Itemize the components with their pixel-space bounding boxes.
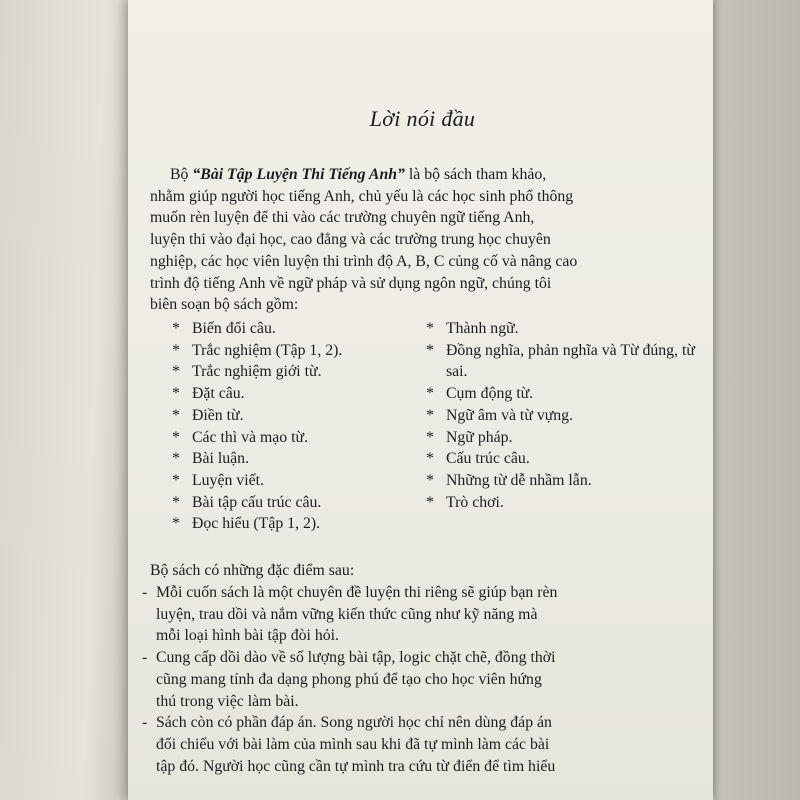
intro-line-5: nghiệp, các học viên luyện thi trình độ A, B, C củng cố và nâng cao	[150, 252, 578, 270]
intro-line-6: trình độ tiếng Anh về ngữ pháp và sử dụng ngôn ngữ, chúng tôi	[150, 274, 552, 292]
features-heading: Bộ sách có những đặc điểm sau:	[150, 562, 355, 579]
bullet-star-icon: *	[426, 450, 434, 468]
bullet-star-icon: *	[426, 385, 434, 403]
bullet-star-icon: *	[172, 471, 180, 489]
bullet-star-icon: *	[172, 363, 180, 381]
intro-lead: Bộ	[170, 166, 193, 183]
list-item: * Bài luận.	[172, 448, 422, 470]
dash-bullet-icon: -	[142, 649, 148, 667]
bullet-star-icon: *	[172, 428, 180, 446]
bullet-star-icon: *	[426, 406, 434, 424]
list-item: * Biến đổi câu.	[172, 318, 422, 340]
list-item: * Đồng nghĩa, phản nghĩa và Từ đúng, từ sai.	[426, 340, 696, 383]
features-list	[142, 582, 698, 777]
feature-item: - Sách còn có phần đáp án. Song người học chỉ nên dùng đáp án đối chiếu với bài làm của mình sau khi đã tự mình làm các bài tập đó. Người học cũng cần tự mình tra cứu từ điển để tìm hiểu	[142, 712, 698, 777]
intro-line-2: nhằm giúp người học tiếng Anh, chủ yếu là các học sinh phổ thông	[150, 187, 574, 205]
list-item: * Trắc nghiệm giới từ.	[172, 361, 422, 383]
list-item: * Điền từ.	[172, 405, 422, 427]
bullet-star-icon: *	[426, 428, 434, 446]
bullet-star-icon: *	[426, 471, 434, 489]
list-item: * Thành ngữ.	[426, 318, 696, 340]
intro-paragraph	[150, 164, 690, 316]
feature-item: - Cung cấp dồi dào về số lượng bài tập, logic chặt chẽ, đồng thời cũng mang tính đa dạng phong phú để tạo cho học viên hứng thú trong việc làm bài.	[142, 647, 698, 712]
list-item: * Ngữ pháp.	[426, 427, 696, 449]
intro-line-1-rest: là bộ sách tham khảo,	[404, 166, 547, 183]
book-list-left	[172, 318, 422, 535]
bullet-star-icon: *	[172, 515, 180, 533]
intro-line-1	[150, 164, 690, 186]
bullet-star-icon: *	[172, 385, 180, 403]
list-item: * Cấu trúc câu.	[426, 448, 696, 470]
list-item: * Bài tập cấu trúc câu.	[172, 492, 422, 514]
bullet-star-icon: *	[172, 450, 180, 468]
page-title: Lời nói đầu	[369, 106, 476, 131]
list-item: * Trò chơi.	[426, 492, 696, 514]
list-item: * Trắc nghiệm (Tập 1, 2).	[172, 340, 422, 362]
list-item: * Đọc hiểu (Tập 1, 2).	[172, 513, 422, 535]
list-item: * Đặt câu.	[172, 383, 422, 405]
intro-line-7: biên soạn bộ sách gồm:	[150, 296, 299, 314]
bullet-star-icon: *	[172, 406, 180, 424]
list-item: * Các thì và mạo từ.	[172, 427, 422, 449]
intro-line-3: muốn rèn luyện để thi vào các trường chuyên ngữ tiếng Anh,	[150, 209, 535, 227]
feature-item: - Mỗi cuốn sách là một chuyên đề luyện thi riêng sẽ giúp bạn rèn luyện, trau dồi và nắm vững kiến thức cũng như kỹ năng mà mỗi loại hình bài tập đòi hỏi.	[142, 582, 698, 647]
bullet-star-icon: *	[172, 341, 180, 359]
list-item: * Ngữ âm và từ vựng.	[426, 405, 696, 427]
intro-line-4: luyện thi vào đại học, cao đẳng và các trường trung học chuyên	[150, 231, 551, 249]
list-item: * Cụm động từ.	[426, 383, 696, 405]
dash-bullet-icon: -	[142, 714, 148, 732]
bullet-star-icon: *	[426, 320, 434, 337]
bullet-star-icon: *	[172, 320, 180, 337]
dash-bullet-icon: -	[142, 584, 148, 601]
list-item: * Luyện viết.	[172, 470, 422, 492]
list-item: * Những từ dễ nhầm lẫn.	[426, 470, 696, 492]
bullet-star-icon: *	[426, 341, 434, 359]
book-list-right	[426, 318, 696, 513]
book-page	[128, 0, 713, 800]
book-series-name: “Bài Tập Luyện Thi Tiếng Anh”	[192, 166, 405, 183]
bullet-star-icon: *	[426, 493, 434, 511]
bullet-star-icon: *	[172, 493, 180, 511]
